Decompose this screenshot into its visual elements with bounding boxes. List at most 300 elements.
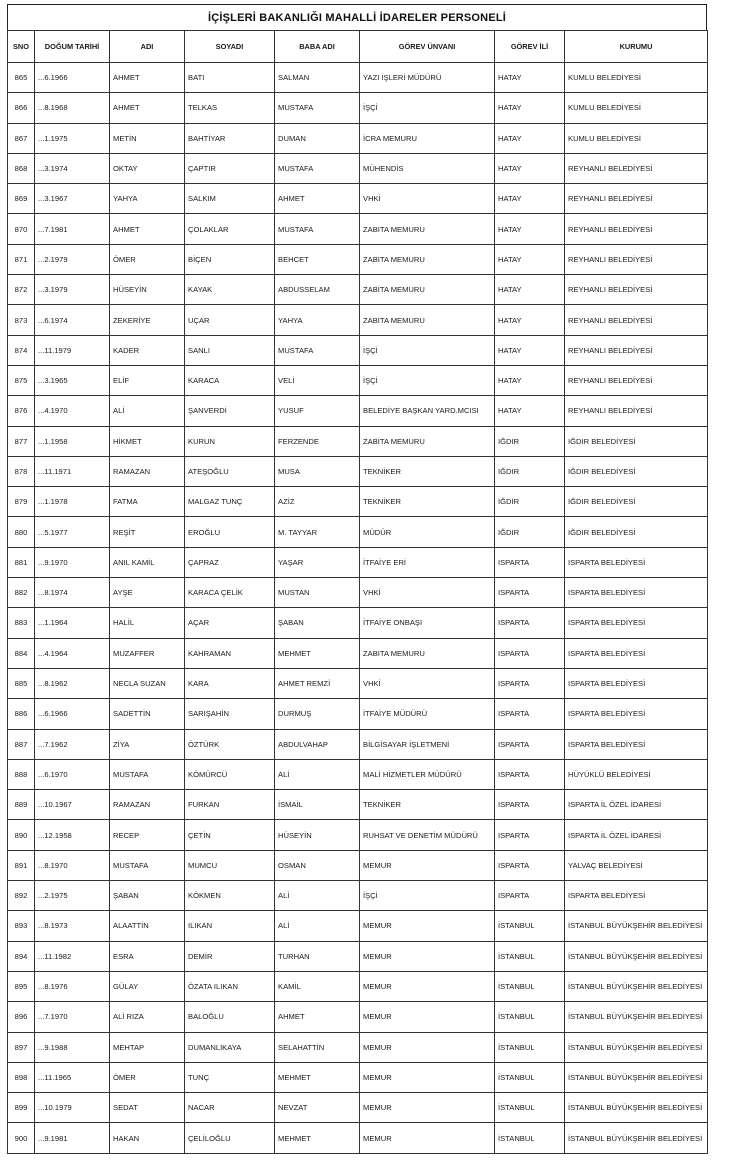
birth-date-cell: ...9.1970 <box>35 547 110 577</box>
job-title-cell: MEMUR <box>360 971 495 1001</box>
father-name-cell: AHMET REMZİ <box>275 668 360 698</box>
institution-cell: İSTANBUL BÜYÜKŞEHİR BELEDİYESİ <box>565 1093 708 1123</box>
first-name-cell: ÖMER <box>110 1062 185 1092</box>
institution-cell: YALVAÇ BELEDİYESİ <box>565 850 708 880</box>
surname-cell: AÇAR <box>185 608 275 638</box>
job-title-cell: ZABITA MEMURU <box>360 426 495 456</box>
institution-cell: REYHANLI BELEDİYESİ <box>565 305 708 335</box>
father-name-cell: AHMET <box>275 184 360 214</box>
first-name-cell: ZİYA <box>110 729 185 759</box>
father-name-cell: BEHCET <box>275 244 360 274</box>
institution-cell: REYHANLI BELEDİYESİ <box>565 365 708 395</box>
father-name-cell: HÜSEYİN <box>275 820 360 850</box>
table-row <box>8 820 708 850</box>
birth-date-cell: ...8.1968 <box>35 93 110 123</box>
table-row <box>8 335 708 365</box>
column-header-province: GÖREV İLİ <box>495 31 565 63</box>
column-header-father-name: BABA ADI <box>275 31 360 63</box>
job-title-cell: MÜDÜR <box>360 517 495 547</box>
province-cell: IĞDIR <box>495 517 565 547</box>
sno-cell: 878 <box>8 456 35 486</box>
first-name-cell: NECLA SUZAN <box>110 668 185 698</box>
table-row <box>8 426 708 456</box>
job-title-cell: MEMUR <box>360 850 495 880</box>
birth-date-cell: ...11.1971 <box>35 456 110 486</box>
surname-cell: ÖZTÜRK <box>185 729 275 759</box>
column-header-birth-date: DOĞUM TARİHİ <box>35 31 110 63</box>
father-name-cell: MUSA <box>275 456 360 486</box>
father-name-cell: MUSTAFA <box>275 214 360 244</box>
table-row <box>8 547 708 577</box>
first-name-cell: OKTAY <box>110 153 185 183</box>
first-name-cell: KADER <box>110 335 185 365</box>
province-cell: İSTANBUL <box>495 941 565 971</box>
sno-cell: 882 <box>8 578 35 608</box>
father-name-cell: MUSTAFA <box>275 335 360 365</box>
birth-date-cell: ...4.1964 <box>35 638 110 668</box>
first-name-cell: YAHYA <box>110 184 185 214</box>
job-title-cell: MEMUR <box>360 1002 495 1032</box>
sno-cell: 897 <box>8 1032 35 1062</box>
first-name-cell: HİKMET <box>110 426 185 456</box>
institution-cell: REYHANLI BELEDİYESİ <box>565 184 708 214</box>
sno-cell: 885 <box>8 668 35 698</box>
surname-cell: KAYAK <box>185 275 275 305</box>
birth-date-cell: ...3.1965 <box>35 365 110 395</box>
institution-cell: ISPARTA BELEDİYESİ <box>565 638 708 668</box>
institution-cell: ISPARTA BELEDİYESİ <box>565 547 708 577</box>
sno-cell: 889 <box>8 790 35 820</box>
birth-date-cell: ...8.1973 <box>35 911 110 941</box>
institution-cell: IĞDIR BELEDİYESİ <box>565 426 708 456</box>
surname-cell: ÇOLAKLAR <box>185 214 275 244</box>
table-row <box>8 1093 708 1123</box>
job-title-cell: BELEDİYE BAŞKAN YARD.MCISI <box>360 396 495 426</box>
table-row <box>8 638 708 668</box>
surname-cell: ŞANVERDİ <box>185 396 275 426</box>
first-name-cell: AHMET <box>110 93 185 123</box>
job-title-cell: MEMUR <box>360 911 495 941</box>
province-cell: IĞDIR <box>495 456 565 486</box>
job-title-cell: VHKİ <box>360 668 495 698</box>
birth-date-cell: ...8.1970 <box>35 850 110 880</box>
column-header-first-name: ADI <box>110 31 185 63</box>
surname-cell: ÇETİN <box>185 820 275 850</box>
table-header-row <box>8 31 708 63</box>
father-name-cell: DUMAN <box>275 123 360 153</box>
sno-cell: 892 <box>8 881 35 911</box>
birth-date-cell: ...1.1964 <box>35 608 110 638</box>
table-row <box>8 881 708 911</box>
table-row <box>8 456 708 486</box>
table-row <box>8 759 708 789</box>
first-name-cell: MUZAFFER <box>110 638 185 668</box>
surname-cell: MALGAZ TUNÇ <box>185 487 275 517</box>
birth-date-cell: ...7.1981 <box>35 214 110 244</box>
table-row <box>8 123 708 153</box>
birth-date-cell: ...11.1965 <box>35 1062 110 1092</box>
job-title-cell: İTFAİYE ONBAŞI <box>360 608 495 638</box>
institution-cell: REYHANLI BELEDİYESİ <box>565 244 708 274</box>
surname-cell: ÇAPRAZ <box>185 547 275 577</box>
job-title-cell: İTFAİYE MÜDÜRÜ <box>360 699 495 729</box>
birth-date-cell: ...11.1979 <box>35 335 110 365</box>
birth-date-cell: ...8.1974 <box>35 578 110 608</box>
sno-cell: 893 <box>8 911 35 941</box>
institution-cell: ISPARTA BELEDİYESİ <box>565 729 708 759</box>
institution-cell: İSTANBUL BÜYÜKŞEHİR BELEDİYESİ <box>565 1002 708 1032</box>
table-row <box>8 578 708 608</box>
surname-cell: UÇAR <box>185 305 275 335</box>
job-title-cell: ZABITA MEMURU <box>360 275 495 305</box>
province-cell: HATAY <box>495 93 565 123</box>
province-cell: ISPARTA <box>495 699 565 729</box>
institution-cell: KUMLU BELEDİYESİ <box>565 93 708 123</box>
surname-cell: ÇELİLOĞLU <box>185 1123 275 1153</box>
job-title-cell: RUHSAT VE DENETİM MÜDÜRÜ <box>360 820 495 850</box>
province-cell: ISPARTA <box>495 668 565 698</box>
surname-cell: EROĞLU <box>185 517 275 547</box>
job-title-cell: TEKNİKER <box>360 487 495 517</box>
sno-cell: 867 <box>8 123 35 153</box>
institution-cell: IĞDIR BELEDİYESİ <box>565 487 708 517</box>
job-title-cell: İŞÇİ <box>360 881 495 911</box>
first-name-cell: ALİ RIZA <box>110 1002 185 1032</box>
surname-cell: BATI <box>185 63 275 93</box>
personnel-sheet <box>7 4 707 1154</box>
sno-cell: 890 <box>8 820 35 850</box>
province-cell: HATAY <box>495 214 565 244</box>
table-body <box>8 63 708 1154</box>
first-name-cell: RAMAZAN <box>110 790 185 820</box>
first-name-cell: AHMET <box>110 214 185 244</box>
column-header-surname: SOYADI <box>185 31 275 63</box>
father-name-cell: M. TAYYAR <box>275 517 360 547</box>
job-title-cell: İŞÇİ <box>360 335 495 365</box>
table-row <box>8 668 708 698</box>
institution-cell: İSTANBUL BÜYÜKŞEHİR BELEDİYESİ <box>565 941 708 971</box>
surname-cell: ÖZATA ILIKAN <box>185 971 275 1001</box>
first-name-cell: MUSTAFA <box>110 759 185 789</box>
table-row <box>8 396 708 426</box>
table-row <box>8 214 708 244</box>
job-title-cell: İCRA MEMURU <box>360 123 495 153</box>
column-header-institution: KURUMU <box>565 31 708 63</box>
first-name-cell: REŞİT <box>110 517 185 547</box>
first-name-cell: ŞABAN <box>110 881 185 911</box>
institution-cell: ISPARTA İL ÖZEL İDARESİ <box>565 790 708 820</box>
sno-cell: 880 <box>8 517 35 547</box>
first-name-cell: ÖMER <box>110 244 185 274</box>
sno-cell: 875 <box>8 365 35 395</box>
first-name-cell: ESRA <box>110 941 185 971</box>
province-cell: IĞDIR <box>495 426 565 456</box>
table-row <box>8 729 708 759</box>
birth-date-cell: ...8.1962 <box>35 668 110 698</box>
table-row <box>8 63 708 93</box>
father-name-cell: ABDUSSELAM <box>275 275 360 305</box>
province-cell: ISPARTA <box>495 578 565 608</box>
birth-date-cell: ...7.1970 <box>35 1002 110 1032</box>
first-name-cell: FATMA <box>110 487 185 517</box>
table-row <box>8 699 708 729</box>
institution-cell: KUMLU BELEDİYESİ <box>565 123 708 153</box>
first-name-cell: HAKAN <box>110 1123 185 1153</box>
first-name-cell: RECEP <box>110 820 185 850</box>
province-cell: HATAY <box>495 275 565 305</box>
surname-cell: FURKAN <box>185 790 275 820</box>
column-header-sno: SNO <box>8 31 35 63</box>
province-cell: HATAY <box>495 63 565 93</box>
surname-cell: KÖMÜRCÜ <box>185 759 275 789</box>
sno-cell: 879 <box>8 487 35 517</box>
province-cell: İSTANBUL <box>495 1123 565 1153</box>
institution-cell: ISPARTA BELEDİYESİ <box>565 668 708 698</box>
province-cell: ISPARTA <box>495 790 565 820</box>
father-name-cell: MEHMET <box>275 638 360 668</box>
institution-cell: İSTANBUL BÜYÜKŞEHİR BELEDİYESİ <box>565 1032 708 1062</box>
table-row <box>8 1002 708 1032</box>
father-name-cell: YAŞAR <box>275 547 360 577</box>
surname-cell: TELKAS <box>185 93 275 123</box>
institution-cell: REYHANLI BELEDİYESİ <box>565 335 708 365</box>
province-cell: IĞDIR <box>495 487 565 517</box>
province-cell: HATAY <box>495 184 565 214</box>
table-row <box>8 790 708 820</box>
table-row <box>8 275 708 305</box>
first-name-cell: ALİ <box>110 396 185 426</box>
surname-cell: SARIŞAHİN <box>185 699 275 729</box>
province-cell: ISPARTA <box>495 820 565 850</box>
table-row <box>8 517 708 547</box>
father-name-cell: ABDULVAHAP <box>275 729 360 759</box>
institution-cell: İSTANBUL BÜYÜKŞEHİR BELEDİYESİ <box>565 911 708 941</box>
birth-date-cell: ...6.1966 <box>35 699 110 729</box>
surname-cell: KÖKMEN <box>185 881 275 911</box>
institution-cell: KUMLU BELEDİYESİ <box>565 63 708 93</box>
personnel-table <box>7 30 708 1154</box>
father-name-cell: OSMAN <box>275 850 360 880</box>
job-title-cell: VHKİ <box>360 578 495 608</box>
institution-cell: HÜYÜKLÜ BELEDİYESİ <box>565 759 708 789</box>
document-title: İÇİŞLERİ BAKANLIĞI MAHALLİ İDARELER PERSONELİ <box>7 4 707 30</box>
province-cell: HATAY <box>495 123 565 153</box>
institution-cell: IĞDIR BELEDİYESİ <box>565 456 708 486</box>
sno-cell: 868 <box>8 153 35 183</box>
institution-cell: REYHANLI BELEDİYESİ <box>565 275 708 305</box>
birth-date-cell: ...6.1970 <box>35 759 110 789</box>
first-name-cell: SADETTİN <box>110 699 185 729</box>
first-name-cell: GÜLAY <box>110 971 185 1001</box>
father-name-cell: ŞABAN <box>275 608 360 638</box>
province-cell: İSTANBUL <box>495 911 565 941</box>
surname-cell: DUMANLIKAYA <box>185 1032 275 1062</box>
birth-date-cell: ...3.1974 <box>35 153 110 183</box>
first-name-cell: MUSTAFA <box>110 850 185 880</box>
table-row <box>8 971 708 1001</box>
surname-cell: KARA <box>185 668 275 698</box>
surname-cell: SANLI <box>185 335 275 365</box>
birth-date-cell: ...1.1978 <box>35 487 110 517</box>
table-row <box>8 487 708 517</box>
birth-date-cell: ...8.1976 <box>35 971 110 1001</box>
father-name-cell: VELİ <box>275 365 360 395</box>
first-name-cell: ZEKERİYE <box>110 305 185 335</box>
father-name-cell: TURHAN <box>275 941 360 971</box>
sno-cell: 865 <box>8 63 35 93</box>
father-name-cell: İSMAİL <box>275 790 360 820</box>
sno-cell: 870 <box>8 214 35 244</box>
sno-cell: 874 <box>8 335 35 365</box>
institution-cell: İSTANBUL BÜYÜKŞEHİR BELEDİYESİ <box>565 971 708 1001</box>
institution-cell: ISPARTA BELEDİYESİ <box>565 881 708 911</box>
table-row <box>8 184 708 214</box>
birth-date-cell: ...12.1958 <box>35 820 110 850</box>
birth-date-cell: ...9.1981 <box>35 1123 110 1153</box>
surname-cell: ILIKAN <box>185 911 275 941</box>
table-row <box>8 305 708 335</box>
father-name-cell: FERZENDE <box>275 426 360 456</box>
job-title-cell: ZABITA MEMURU <box>360 214 495 244</box>
father-name-cell: MEHMET <box>275 1123 360 1153</box>
province-cell: HATAY <box>495 335 565 365</box>
sno-cell: 886 <box>8 699 35 729</box>
first-name-cell: AYŞE <box>110 578 185 608</box>
first-name-cell: HALİL <box>110 608 185 638</box>
sno-cell: 884 <box>8 638 35 668</box>
job-title-cell: İŞÇİ <box>360 93 495 123</box>
job-title-cell: ZABITA MEMURU <box>360 305 495 335</box>
first-name-cell: ALAATTİN <box>110 911 185 941</box>
province-cell: İSTANBUL <box>495 1062 565 1092</box>
father-name-cell: NEVZAT <box>275 1093 360 1123</box>
surname-cell: BALOĞLU <box>185 1002 275 1032</box>
birth-date-cell: ...10.1979 <box>35 1093 110 1123</box>
father-name-cell: DURMUŞ <box>275 699 360 729</box>
province-cell: ISPARTA <box>495 729 565 759</box>
province-cell: İSTANBUL <box>495 1032 565 1062</box>
province-cell: ISPARTA <box>495 638 565 668</box>
table-row <box>8 153 708 183</box>
surname-cell: TUNÇ <box>185 1062 275 1092</box>
sno-cell: 872 <box>8 275 35 305</box>
surname-cell: ÇAPTIR <box>185 153 275 183</box>
institution-cell: REYHANLI BELEDİYESİ <box>565 214 708 244</box>
institution-cell: REYHANLI BELEDİYESİ <box>565 153 708 183</box>
birth-date-cell: ...9.1988 <box>35 1032 110 1062</box>
institution-cell: İSTANBUL BÜYÜKŞEHİR BELEDİYESİ <box>565 1123 708 1153</box>
table-row <box>8 911 708 941</box>
job-title-cell: MÜHENDİS <box>360 153 495 183</box>
table-row <box>8 608 708 638</box>
province-cell: İSTANBUL <box>495 1093 565 1123</box>
birth-date-cell: ...11.1982 <box>35 941 110 971</box>
father-name-cell: MUSTAN <box>275 578 360 608</box>
sno-cell: 881 <box>8 547 35 577</box>
sno-cell: 877 <box>8 426 35 456</box>
table-row <box>8 1032 708 1062</box>
table-row <box>8 244 708 274</box>
surname-cell: BAHTİYAR <box>185 123 275 153</box>
sno-cell: 871 <box>8 244 35 274</box>
table-row <box>8 850 708 880</box>
father-name-cell: SELAHATTİN <box>275 1032 360 1062</box>
sno-cell: 883 <box>8 608 35 638</box>
sno-cell: 876 <box>8 396 35 426</box>
birth-date-cell: ...6.1966 <box>35 63 110 93</box>
job-title-cell: MEMUR <box>360 1032 495 1062</box>
table-row <box>8 93 708 123</box>
sno-cell: 894 <box>8 941 35 971</box>
sno-cell: 873 <box>8 305 35 335</box>
institution-cell: REYHANLI BELEDİYESİ <box>565 396 708 426</box>
province-cell: ISPARTA <box>495 850 565 880</box>
birth-date-cell: ...7.1962 <box>35 729 110 759</box>
surname-cell: KAHRAMAN <box>185 638 275 668</box>
job-title-cell: TEKNİKER <box>360 456 495 486</box>
father-name-cell: AHMET <box>275 1002 360 1032</box>
father-name-cell: YUSUF <box>275 396 360 426</box>
father-name-cell: SALMAN <box>275 63 360 93</box>
job-title-cell: MALİ HİZMETLER MÜDÜRÜ <box>360 759 495 789</box>
sno-cell: 887 <box>8 729 35 759</box>
province-cell: HATAY <box>495 365 565 395</box>
province-cell: HATAY <box>495 396 565 426</box>
institution-cell: IĞDIR BELEDİYESİ <box>565 517 708 547</box>
birth-date-cell: ...2.1979 <box>35 244 110 274</box>
province-cell: İSTANBUL <box>495 1002 565 1032</box>
sno-cell: 899 <box>8 1093 35 1123</box>
job-title-cell: MEMUR <box>360 1062 495 1092</box>
sno-cell: 888 <box>8 759 35 789</box>
institution-cell: ISPARTA BELEDİYESİ <box>565 608 708 638</box>
table-row <box>8 941 708 971</box>
first-name-cell: METİN <box>110 123 185 153</box>
birth-date-cell: ...3.1967 <box>35 184 110 214</box>
birth-date-cell: ...5.1977 <box>35 517 110 547</box>
table-row <box>8 365 708 395</box>
birth-date-cell: ...10.1967 <box>35 790 110 820</box>
birth-date-cell: ...2.1975 <box>35 881 110 911</box>
job-title-cell: VHKİ <box>360 184 495 214</box>
sno-cell: 898 <box>8 1062 35 1092</box>
birth-date-cell: ...6.1974 <box>35 305 110 335</box>
surname-cell: BİÇEN <box>185 244 275 274</box>
sno-cell: 869 <box>8 184 35 214</box>
province-cell: HATAY <box>495 153 565 183</box>
job-title-cell: MEMUR <box>360 1123 495 1153</box>
institution-cell: ISPARTA BELEDİYESİ <box>565 699 708 729</box>
province-cell: ISPARTA <box>495 547 565 577</box>
job-title-cell: İTFAİYE ERİ <box>360 547 495 577</box>
job-title-cell: BİLGİSAYAR İŞLETMENİ <box>360 729 495 759</box>
province-cell: HATAY <box>495 244 565 274</box>
job-title-cell: ZABITA MEMURU <box>360 244 495 274</box>
table-row <box>8 1062 708 1092</box>
table-row <box>8 1123 708 1153</box>
birth-date-cell: ...1.1975 <box>35 123 110 153</box>
job-title-cell: MEMUR <box>360 1093 495 1123</box>
province-cell: HATAY <box>495 305 565 335</box>
birth-date-cell: ...3.1979 <box>35 275 110 305</box>
first-name-cell: ANIL KAMİL <box>110 547 185 577</box>
sno-cell: 866 <box>8 93 35 123</box>
father-name-cell: ALİ <box>275 881 360 911</box>
first-name-cell: AHMET <box>110 63 185 93</box>
surname-cell: MUMCU <box>185 850 275 880</box>
sno-cell: 895 <box>8 971 35 1001</box>
province-cell: ISPARTA <box>495 759 565 789</box>
